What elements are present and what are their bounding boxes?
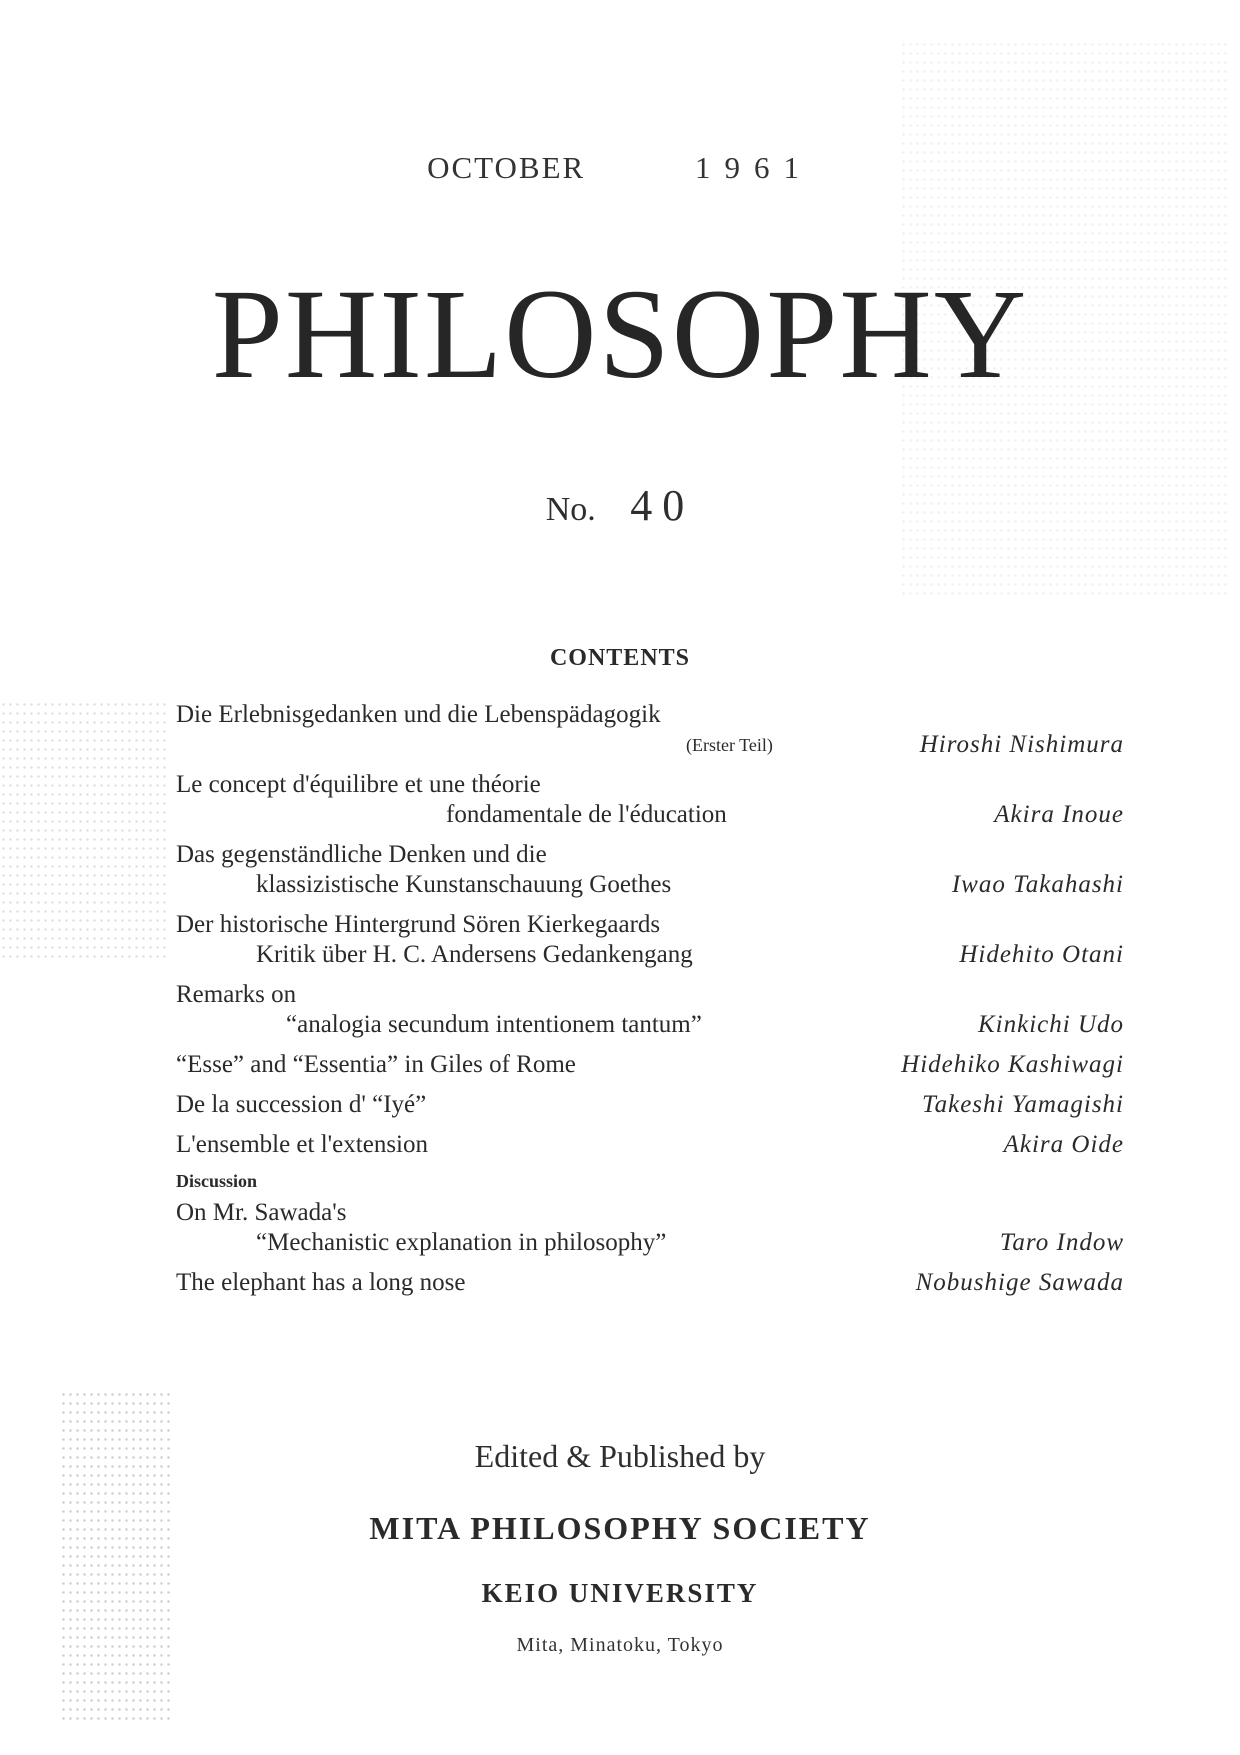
toc-entry-author: Akira Inoue [994, 801, 1124, 828]
toc-entry-title: Der historische Hintergrund Sören Kierkegaards [176, 911, 661, 938]
toc-entry-title: Das gegenständliche Denken und die [176, 841, 547, 868]
toc-entry [176, 840, 1124, 900]
publisher-society: MITA PHILOSOPHY SOCIETY [369, 1510, 871, 1546]
toc-entry-author: Akira Oide [1003, 1131, 1124, 1158]
toc-entry-author: Hidehiko Kashiwagi [901, 1051, 1124, 1078]
toc-entry-title: The elephant has a long nose [176, 1269, 466, 1296]
scan-noise-left [0, 700, 170, 960]
toc-entry-title: Remarks on [176, 981, 297, 1008]
toc-entry [176, 1050, 1124, 1080]
toc-entry [176, 1268, 1124, 1298]
contents-heading: CONTENTS [549, 645, 691, 671]
toc-entry [176, 770, 1124, 830]
issue-month: OCTOBER [427, 150, 586, 185]
toc-entry-author: Takeshi Yamagishi [921, 1091, 1124, 1118]
issue-date [0, 150, 1240, 186]
issue-number-value: 40 [630, 481, 695, 530]
journal-title: PHILOSOPHY [211, 263, 1029, 405]
toc-entry-title: On Mr. Sawada's [176, 1199, 347, 1226]
discussion-label: Discussion [176, 1171, 258, 1191]
toc-entry-title: L'ensemble et l'extension [176, 1131, 428, 1158]
toc-entry-author: Nobushige Sawada [915, 1269, 1124, 1296]
toc-entry-subtitle: “Mechanistic explanation in philosophy” [256, 1229, 667, 1256]
toc-entry-subtitle: “analogia secundum intentionem tantum” [286, 1011, 702, 1038]
table-of-contents [176, 700, 1124, 1308]
toc-entry-author: Taro Indow [999, 1229, 1124, 1256]
toc-entry [176, 1198, 1124, 1258]
toc-entry-subtitle: Kritik über H. C. Andersens Gedankengang [256, 941, 693, 968]
issue-year: 1961 [694, 150, 813, 185]
publisher-university: KEIO UNIVERSITY [481, 1578, 759, 1608]
toc-entry-author: Hidehito Otani [959, 941, 1124, 968]
toc-entry [176, 980, 1124, 1040]
toc-entry-title: Le concept d'équilibre et une théorie [176, 771, 541, 798]
toc-entry-author: Hiroshi Nishimura [919, 731, 1124, 758]
toc-entry [176, 910, 1124, 970]
issue-label: No. [545, 491, 596, 528]
toc-entry-author: Kinkichi Udo [977, 1011, 1124, 1038]
toc-entry-title: “Esse” and “Essentia” in Giles of Rome [176, 1051, 576, 1078]
edited-by-line: Edited & Published by [474, 1438, 766, 1474]
toc-entry-subtitle: (Erster Teil) [686, 735, 773, 755]
toc-entry [176, 1090, 1124, 1120]
issue-number [0, 480, 1240, 531]
toc-entry-title: Die Erlebnisgedanken und die Lebenspädagogik [176, 701, 661, 728]
toc-entry-title: De la succession d' “Iyé” [176, 1091, 427, 1118]
toc-entry [176, 700, 1124, 760]
toc-entry-subtitle: fondamentale de l'éducation [446, 801, 727, 828]
toc-entry-author: Iwao Takahashi [951, 871, 1124, 898]
toc-entry-subtitle: klassizistische Kunstanschauung Goethes [256, 871, 672, 898]
publisher-address: Mita, Minatoku, Tokyo [516, 1634, 724, 1656]
toc-entry [176, 1130, 1124, 1160]
